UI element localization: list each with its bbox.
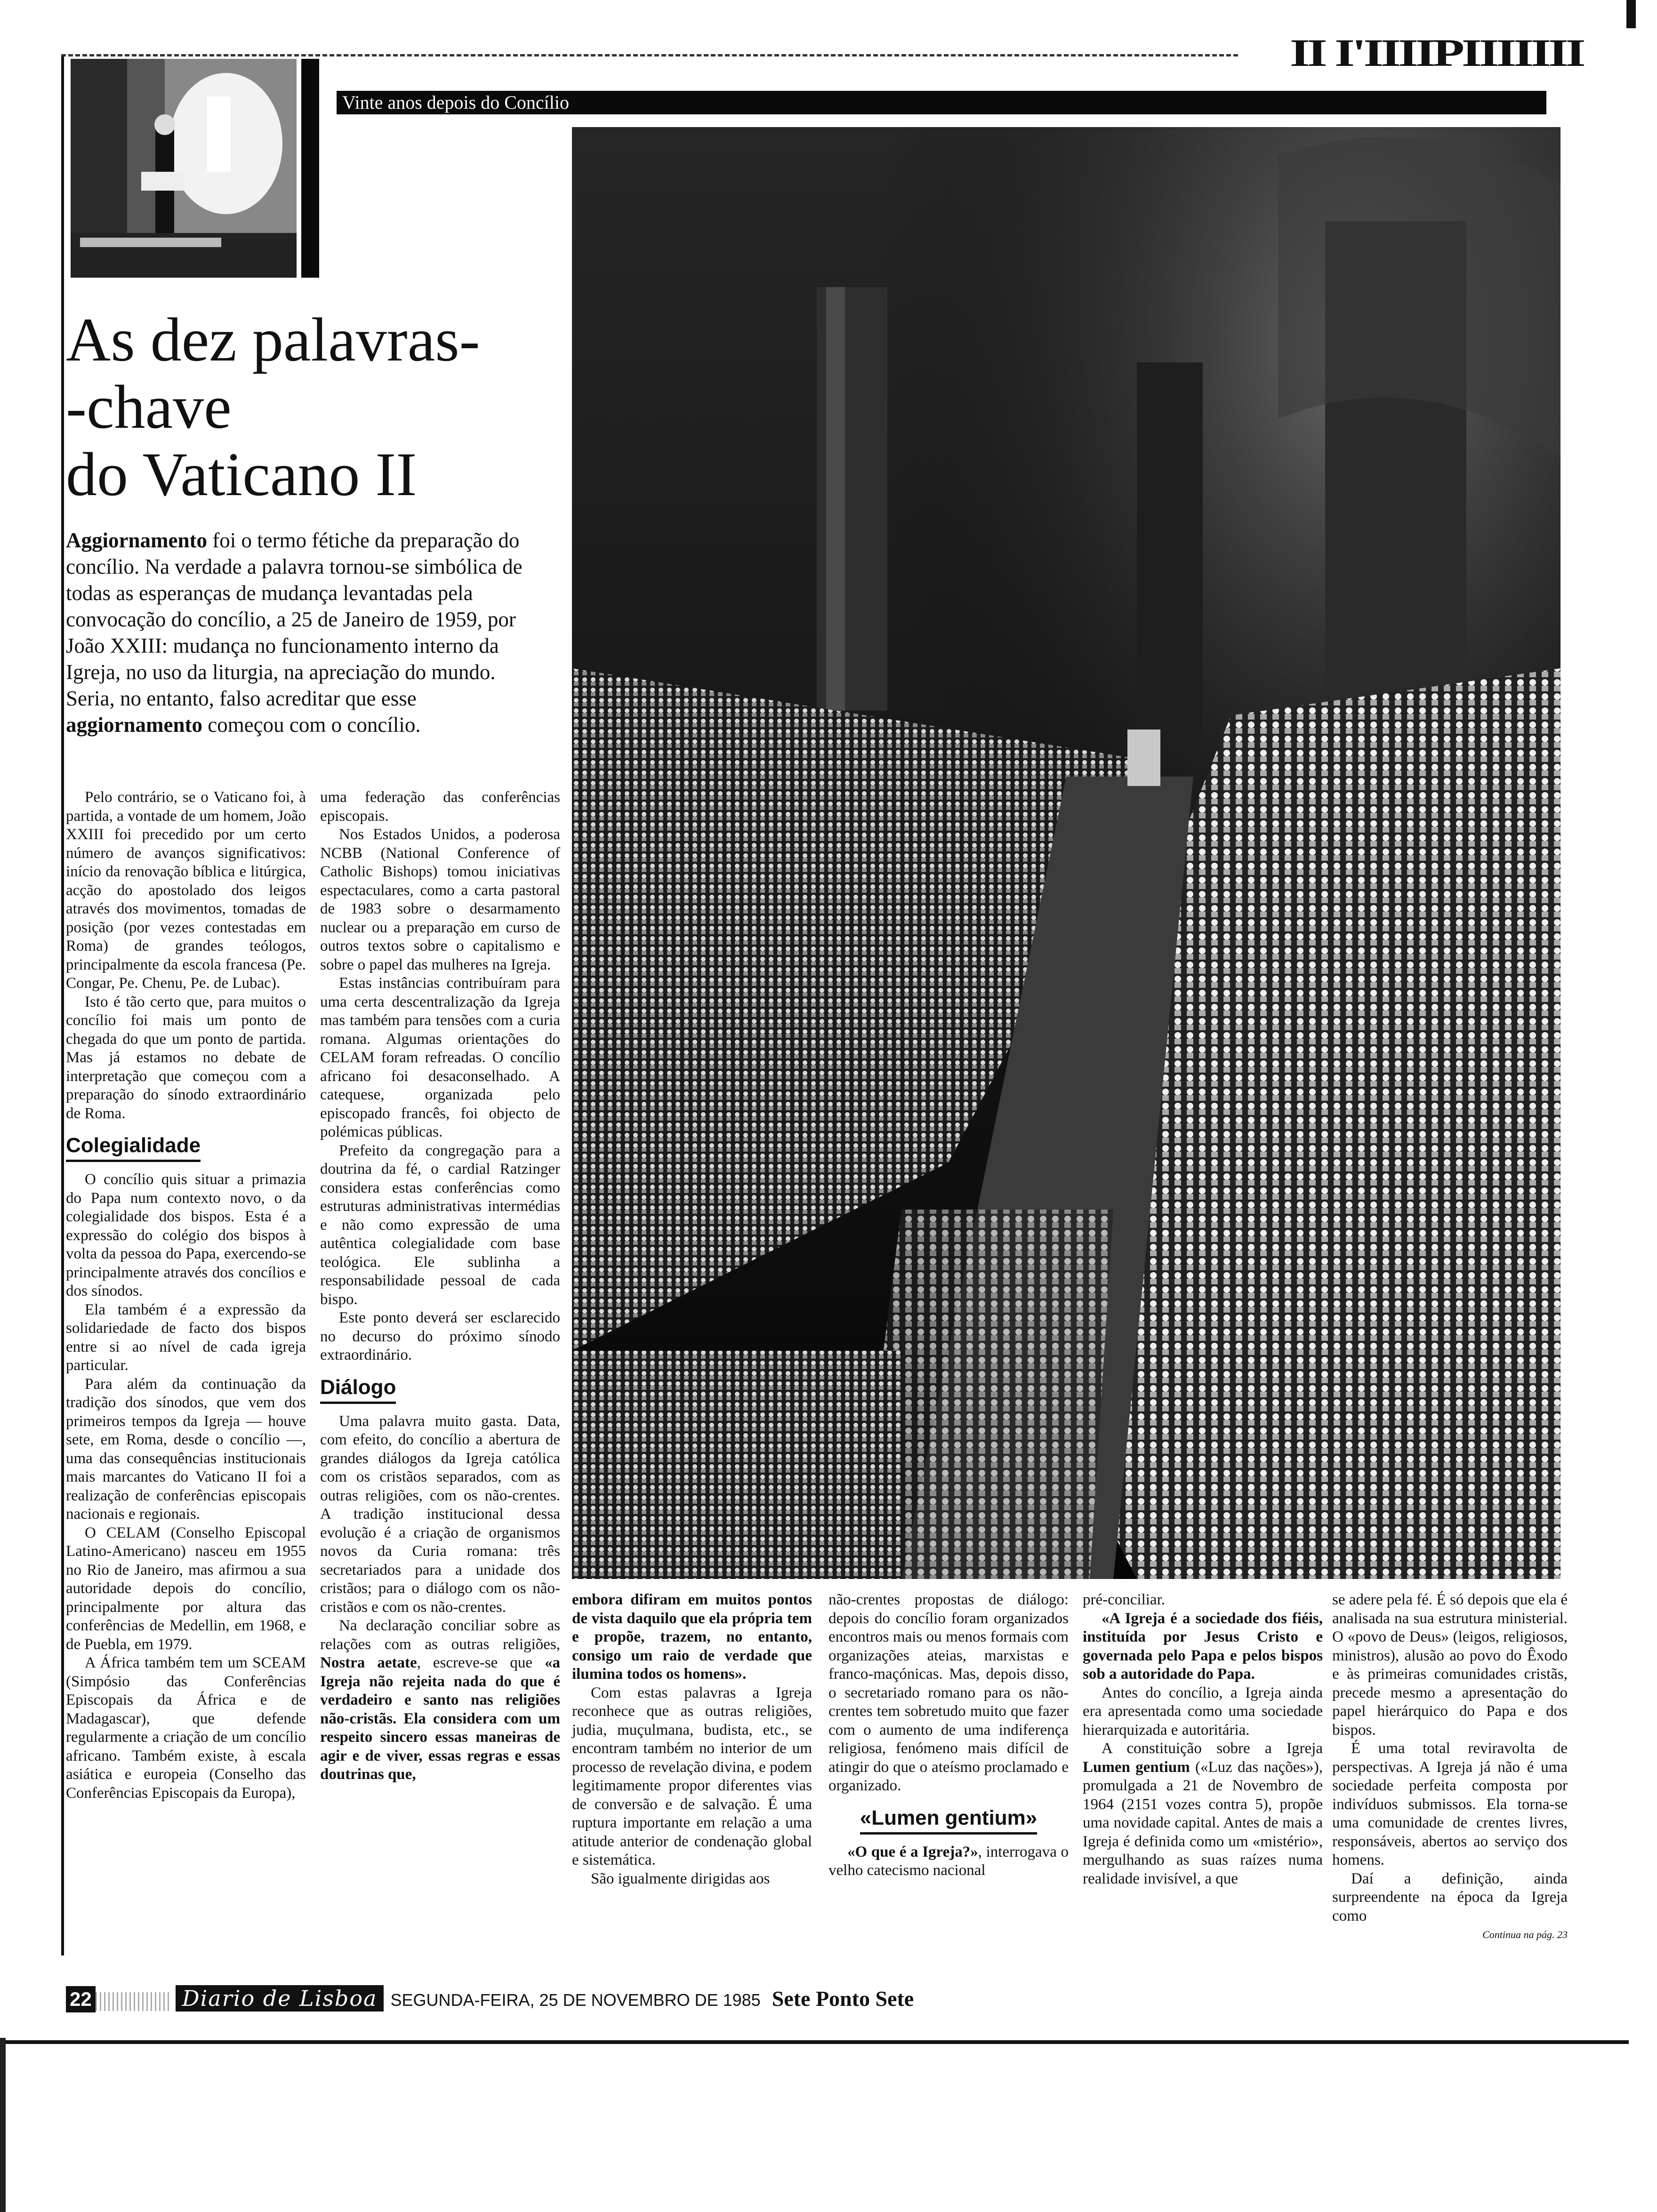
col2-para-7 <box>320 1617 560 1784</box>
col2-para-7a: Na declaração conciliar sobre as relações com as outras religiões, <box>320 1617 560 1653</box>
col1-para-1: Pelo contrário, se o Vaticano foi, à partida, a vontade de um homem, João XXIII foi precedido por um certo número de avanços significativos: início da renovação bíblica e litúrgica, acção do apostolado dos leigos através dos movimentos, tomadas de posição (por vezes contestadas em Roma) de grandes teólogos, principalmente da escola francesa (Pe. Congar, Pe. Chenu, Pe. de Lubac). <box>66 789 306 992</box>
lede-text-3: começou com o concílio. <box>202 713 421 737</box>
lede-bold-1: Aggiornamento <box>66 529 207 552</box>
col3-para-2: Com estas palavras a Igreja reconhece que as outras religiões, judia, muçulmana, budista, etc., se encontram também no interior de um processo de revelação divina, e podem legitimamente propor diferentes vias de conversão e de salvação. É uma ruptura importante em relação a uma atitude anterior de condenação global e sistemática. <box>572 1684 812 1868</box>
col1-para-2: Isto é tão certo que, para muitos o concílio foi mais um ponto de chegada do que um ponto de partida. Mas já estamos no debate de interpretação que começou com a preparação do sínodo extraordinário de Roma. <box>66 993 306 1122</box>
col5-para-4 <box>1083 1739 1323 1888</box>
subhead-lumen-gentium: «Lumen gentium» <box>860 1804 1038 1835</box>
col5-para-2-wrap <box>1083 1610 1323 1684</box>
col5-para-4c: («Luz das nações»), promulgada a 21 de Novembro de 1964 (2151 vozes contra 5), propõe uma novidade capital. Antes de mais a Igreja é definida como um «mistério», mergulhando as suas raízes numa realidade invisível, a que <box>1083 1758 1323 1887</box>
col5-para-1: pré-conciliar. <box>1083 1591 1165 1608</box>
small-photo-image <box>71 59 297 278</box>
lede-text-1: foi o termo fétiche da preparação do concílio. Na verdade a palavra tornou-se simbólica de todas as esperanças de mudança levantadas pela convocação do concílio, a 25 de Janeiro de 1959, por João XXIII: mudança no funcionamento interno da Igreja, no uso da liturgia, na apreciação do mundo. <box>66 529 523 684</box>
page-number: 22 <box>66 1986 96 2012</box>
thick-vertical-bar <box>301 59 319 278</box>
subhead-dialogo: Diálogo <box>320 1373 396 1404</box>
continued-on-page: Continua na pág. 23 <box>1482 1929 1568 1940</box>
lumen-gentium-bold: Lumen gentium <box>1083 1758 1190 1776</box>
col2-para-3: Estas instâncias contribuíram para uma certa descentralização da Igreja mas também para tensões com a curia romana. Algumas orientações do CELAM foram refreadas. O concílio africano foi desaconselhado. A catequese, organizada pelo episcopado francês, foi objecto de polémicas públicas. <box>320 975 560 1140</box>
col2-para-6: Uma palavra muito gasta. Data, com efeito, do concílio a abertura de grandes diálogos da Igreja católica com os cristãos separados, com as outras religiões, com os não-crentes. A tradição institucional dessa evolução é a criação de organismos novos da Curia romana: três secretariados para a unidade dos cristãos; para o diálogo com os não-cristãos e com os não-crentes. <box>320 1412 560 1616</box>
article-column-4 <box>828 1591 1069 1880</box>
masthead-fragment: II I'IIIIPIIIIIII <box>1290 31 1583 74</box>
col2-para-5: Este ponto deverá ser esclarecido no decurso do próximo sínodo extraordinário. <box>320 1309 560 1363</box>
top-dashed-rule <box>61 54 1238 56</box>
col4-para-2b: , interrogava o velho catecismo nacional <box>828 1843 1069 1879</box>
article-column-6 <box>1332 1591 1568 1944</box>
col3-para-3: São igualmente dirigidas aos <box>591 1870 770 1887</box>
scan-edge-line <box>0 2038 6 2212</box>
scan-edge-mark <box>1626 0 1636 28</box>
subhead-colegialidade: Colegialidade <box>66 1131 201 1162</box>
council-photo <box>572 127 1560 1579</box>
col2-para-7c: , escreve-se que <box>417 1654 545 1671</box>
lede <box>66 527 555 738</box>
col5-para-2: «A Igreja é a sociedade dos fiéis, instituída por Jesus Cristo e governada pelo Papa e pelos bispos sob a autoridade do Papa. <box>1083 1610 1323 1683</box>
col1-para-7: A África também tem um SCEAM (Simpósio das Conferências Episcopais da África e de Madagascar), que defende regularmente a criação de um concílio africano. Também existe, à escala asiática e europeia (Conselho das Conferências Episcopais da Europa), <box>66 1654 306 1802</box>
col6-para-3: Daí a definição, ainda surpreendente na época da Igreja como <box>1332 1870 1568 1924</box>
col2-para-4: Prefeito da congregação para a doutrina da fé, o cardial Ratzinger considera estas conferências como estruturas administrativas intermédias e não como expressão de uma autêntica colegialidade com base teológica. Ele sublinha a responsabilidade pessoal de cada bispo. <box>320 1142 560 1308</box>
col1-para-3: O concílio quis situar a primazia do Papa num contexto novo, o da colegialidade dos bispos. Esta é a expressão do colégio dos bispos à volta da pessoa do Papa, exercendo-se principalmente através dos concílios e dos sínodos. <box>66 1171 306 1299</box>
kicker-banner: Vinte anos depois do Concílio <box>337 91 1546 114</box>
headline-line-1: As dez palavras- <box>66 305 480 374</box>
section-name: Sete Ponto Sete <box>772 1987 914 2011</box>
col5-para-3: Antes do concílio, a Igreja ainda era apresentada como uma sociedade hierarquizada e autoritária. <box>1083 1684 1323 1739</box>
footer-grain <box>96 1992 171 2011</box>
col4-para-2 <box>828 1843 1069 1880</box>
col3-para-1-wrap <box>572 1591 812 1684</box>
issue-date: SEGUNDA-FEIRA, 25 DE NOVEMBRO DE 1985 <box>390 1990 761 2010</box>
article-column-3 <box>572 1591 812 1888</box>
bottom-rule <box>0 2040 1629 2044</box>
col3-para-1: embora difiram em muitos pontos de vista daquilo que ela própria tem e propõe, trazem, no entanto, consigo um raio de verdade que ilumina todos os homens». <box>572 1591 812 1683</box>
article-column-1 <box>66 788 306 1803</box>
headline-line-3: do Vaticano II <box>66 440 417 509</box>
col1-para-6: O CELAM (Conselho Episcopal Latino-Americano) nasceu em 1955 no Rio de Janeiro, mas afirmou a sua autoridade depois do concílio, principalmente por altura das conferências de Medellin, em 1968, e de Puebla, em 1979. <box>66 1524 306 1653</box>
newspaper-name: Diario de Lisboa <box>176 1985 384 2012</box>
col2-quote: «a Igreja não rejeita nada do que é verdadeiro e santo nas religiões não-cristãs. Ela considera com um respeito sincero essas maneiras de agir e de viver, essas regras e essas doutrinas que, <box>320 1654 561 1783</box>
col6-para-1: se adere pela fé. É só depois que ela é analisada na sua estrutura ministerial. O «povo de Deus» (leigos, religiosos, ministros), alusão ao povo do Êxodo e às primeiras comunidades cristãs, precede mesmo a apresentação do papel hierárquico do Papa e dos bispos. <box>1332 1591 1568 1739</box>
small-photo-pope <box>71 59 297 278</box>
council-photo-image <box>572 127 1560 1579</box>
lede-bold-2: aggiornamento <box>66 713 202 737</box>
lede-text-2: Seria, no entanto, falso acreditar que esse <box>66 687 417 710</box>
article-column-5 <box>1083 1591 1323 1888</box>
headline <box>66 306 584 508</box>
col2-para-1: uma federação das conferências episcopais. <box>320 789 560 825</box>
col5-para-4a: A constituição sobre a Igreja <box>1102 1740 1323 1757</box>
article-column-2 <box>320 788 560 1784</box>
col2-para-2: Nos Estados Unidos, a poderosa NCBB (National Conference of Catholic Bishops) tomou iniciativas espectaculares, como a carta pastoral de 1983 sobre o desarmamento nuclear ou a preparação em curso de outros textos sobre o capitalismo e sobre o papel das mulheres na Igreja. <box>320 826 560 973</box>
nostra-aetate: Nostra aetate <box>320 1654 417 1671</box>
page-footer <box>66 1985 1102 2012</box>
col1-para-4: Ela também é a expressão da solidariedade de facto dos bispos entre si ao nível de cada igreja particular. <box>66 1301 306 1374</box>
col6-para-2: É uma total reviravolta de perspectivas. A Igreja já não é uma sociedade perfeita composta por indivíduos submissos. Ela torna-se uma comunidade de crentes livres, responsáveis, abertos ao serviço dos homens. <box>1332 1740 1568 1868</box>
headline-line-2: -chave <box>66 372 232 441</box>
col1-para-5: Para além da continuação da tradição dos sínodos, que vem dos primeiros tempos da Igreja — houve sete, em Roma, desde o concílio —, uma das consequências institucionais mais marcantes do Vaticano II foi a realização de conferências episcopais nacionais e regionais. <box>66 1375 306 1523</box>
col4-para-1: não-crentes propostas de diálogo: depois do concílio foram organizados encontros mais ou menos formais com organizações ateias, marxistas e franco-maçónicas. Mas, depois disso, o secretariado romano para os não-crentes tem sobretudo muito que fazer com o aumento de uma indiferença religiosa, fenómeno mais difícil de atingir do que o ateísmo proclamado e organizado. <box>828 1591 1069 1794</box>
col4-question: «O que é a Igreja?» <box>847 1843 978 1860</box>
